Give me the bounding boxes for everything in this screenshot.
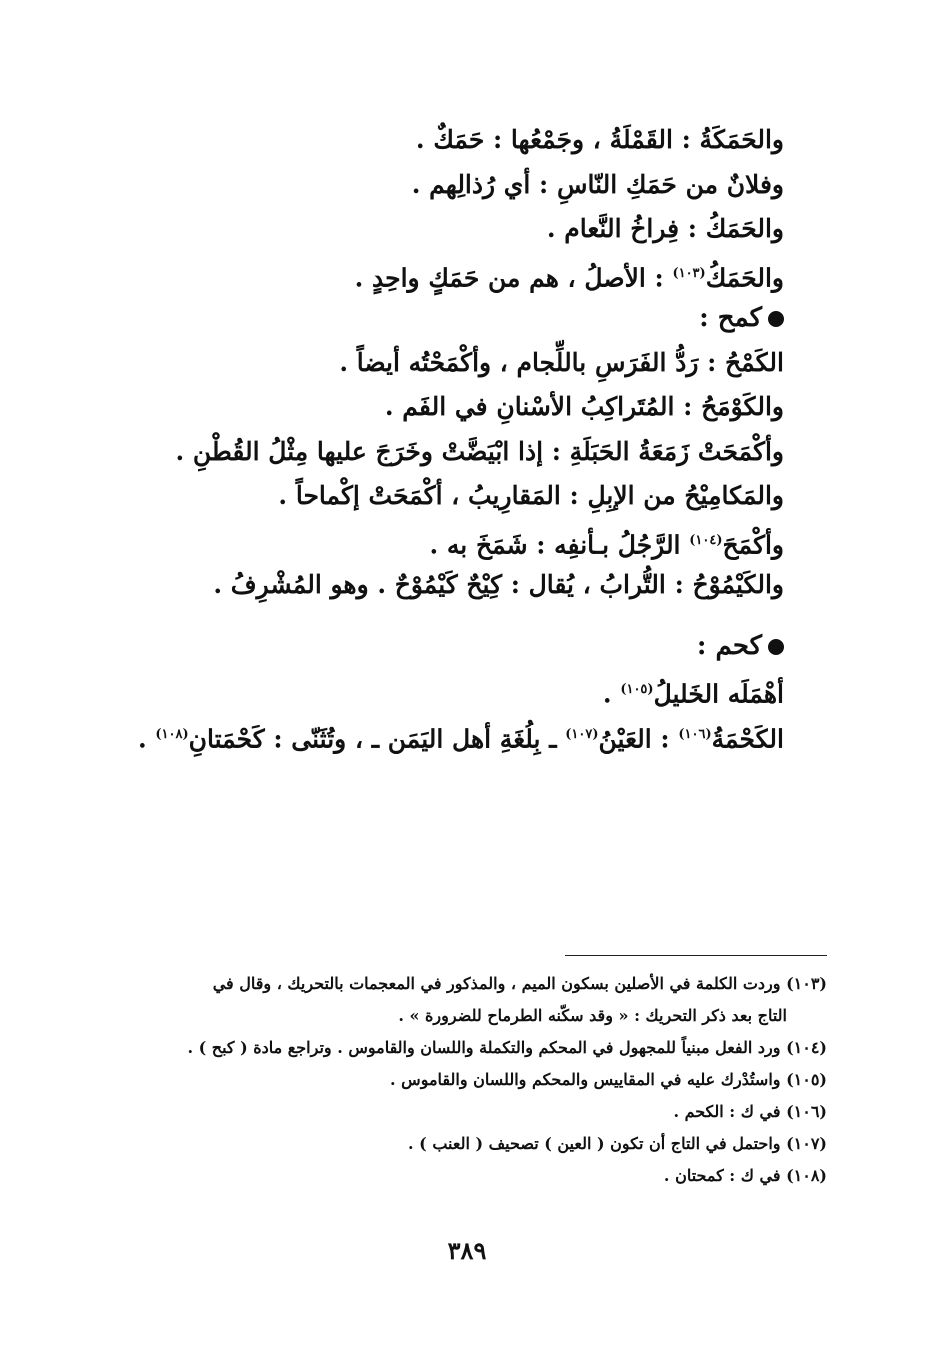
entry-text: : الأصلُ ، هم من حَمَكٍ واحِدٍ . [354,262,673,292]
footnote: (١٠٣) وردت الكلمة في الأصلين بسكون الميم ، والمذكور في المعجمات بالتحريك ، وقال في [212,974,827,993]
entry-line: الكَحْمَةُ$^{(١٠٦)}$ : العَيْنُ$^{(١٠٧)}$ ـ بِلُغَةِ أهل اليَمَن ـ ، وتُثَنّى : كَحْمَتانِ$^{(١٠٨)}$ . [137,723,784,753]
entry-line: الكَمْحُ : رَدُّ الفَرَسِ باللِّجام ، وأكْمَحْتُه أيضاً . [339,347,784,377]
footnote: (١٠٧) واحتمل في التاج أن تكون ( العين ) تصحيف ( العنب ) . [408,1134,827,1153]
footnote: (١٠٥) واستُدْرك عليه في المقاييس والمحكم واللسان والقاموس . [390,1070,827,1089]
footnote: (١٠٦) في ك : الكحم . [673,1102,827,1121]
entry-line: والمَكامِيْحُ من الإبِلِ : المَقارِيبُ ، أكْمَحَتْ إكْماحاً . [278,481,784,510]
footnote-ref: (١٠٣) [672,265,706,281]
footnotes [107,968,827,1192]
entry-line: والحَمَكُ : فِراخُ النَّعام . [546,214,784,243]
footnote-ref: (١٠٨) [155,726,189,742]
entry-text: أهْمَلَه الخَليلُ [653,679,784,709]
main-text [137,118,784,757]
entry-line [144,252,784,297]
page-number: ٣٨٩ [447,1236,487,1265]
footnote-continuation: التاج بعد ذكر التحريك : « وقد سكّنه الطرماح للضرورة » . [398,1006,787,1025]
footnote-ref: (١٠٧) [565,726,599,742]
entry-text: الرَّجُلُ بـأنفِه : شَمَخَ به . [429,529,690,559]
footnote-ref: (١٠٥) [620,682,654,697]
footnote-divider [565,955,827,957]
footnote: (١٠٤) ورد الفعل مبنياً للمجهول في المحكم والتكملة واللسان والقاموس . وتراجع مادة ( كبح ) . [187,1038,827,1057]
entry-line: والكَيْمُوْحُ : التُّرابُ ، يُقال : كِيْحٌ كَيْمُوْحٌ . وهو المُشْرِفُ . [213,570,784,599]
entry-line: والحَمَكَةُ : القَمْلَةُ ، وجَمْعُها : حَمَكٌ . [415,125,784,154]
bullet-icon [768,311,784,327]
section-heading-kaham: كحم : [144,624,784,669]
entry-text: . [602,679,621,709]
entry-text: وأكْمَحَ [722,529,784,559]
entry-text: والحَمَكُ [705,262,784,292]
footnote-ref: (١٠٤) [689,532,723,548]
entry-line [144,519,784,564]
entry-line: والكَوْمَحُ : المُتَراكِبُ الأسْنانِ في الفَم . [384,392,784,421]
entry-line: وأكْمَحَتْ زَمَعَةُ الحَبَلَةِ : إذا ابْيَضَّتْ وخَرَجَ عليها مِثْلُ القُطْنِ . [175,436,784,466]
section-heading-kamah: كمح : [144,296,784,341]
footnote-ref: (١٠٦) [678,726,712,742]
bullet-icon [768,639,784,655]
entry-line: وفلانٌ من حَمَكِ النّاسِ : أي رُذالِهم . [411,169,784,199]
entry-line [144,668,784,713]
footnote: (١٠٨) في ك : كمحتان . [663,1166,827,1185]
